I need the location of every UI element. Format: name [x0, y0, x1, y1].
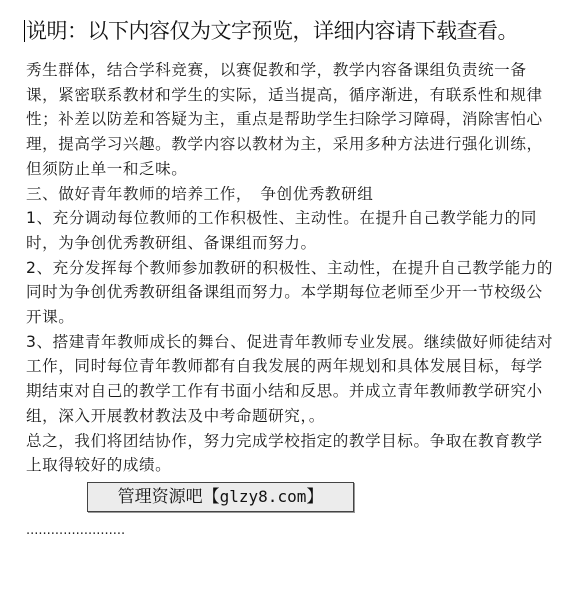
watermark-domain: glzy8.com — [219, 487, 307, 506]
watermark-banner — [87, 482, 354, 512]
preview-notice — [24, 14, 518, 48]
paragraph-intro: 秀生群体，结合学科竞赛，以赛促教和学，教学内容备课组负责统一备课，紧密联系教材和学生的实际，适当提高，循序渐进，有联系性和规律性；补差以防差和答疑为主，重点是帮助学生扫除学习障碍，消除害怕心理，提高学习兴趣。教学内容以教材为主，采用多种方法进行强化训练，但须防止单一和乏味。 — [26, 61, 543, 178]
text-cursor — [24, 20, 25, 42]
document-body — [26, 58, 554, 478]
watermark-close: 】 — [306, 487, 324, 507]
paragraph-conclusion: 总之，我们将团结协作，努力完成学校指定的教学目标。争取在教育教学上取得较好的成绩。 — [26, 431, 543, 475]
list-item-2: 2、充分发挥每个教师参加教研的积极性、主动性，在提升自己教学能力的同时为争创优秀教研组备课组而努力。本学期每位老师至少开一节校级公开课。 — [26, 258, 554, 327]
section-heading: 三、做好青年教师的培养工作， 争创优秀教研组 — [26, 184, 374, 203]
preview-notice-text: 说明：以下内容仅为文字预览，详细内容请下载查看。 — [26, 19, 518, 43]
list-item-1: 1、充分调动每位教师的工作积极性、主动性。在提升自己教学能力的同时，为争创优秀教研组、备课组而努力。 — [26, 209, 537, 252]
list-item-3: 3、搭建青年教师成长的舞台、促进青年教师专业发展。继续做好师徒结对工作，同时每位青年教师都有自我发展的两年规划和具体发展目标，每学期结束对自己的教学工作有书面小结和反思。并成立青年教师教学研究小组，深入开展教材教法及中考命题研究，。 — [26, 332, 554, 425]
watermark-label: 管理资源吧【 — [117, 487, 220, 507]
dotted-divider: ························ — [26, 527, 126, 542]
